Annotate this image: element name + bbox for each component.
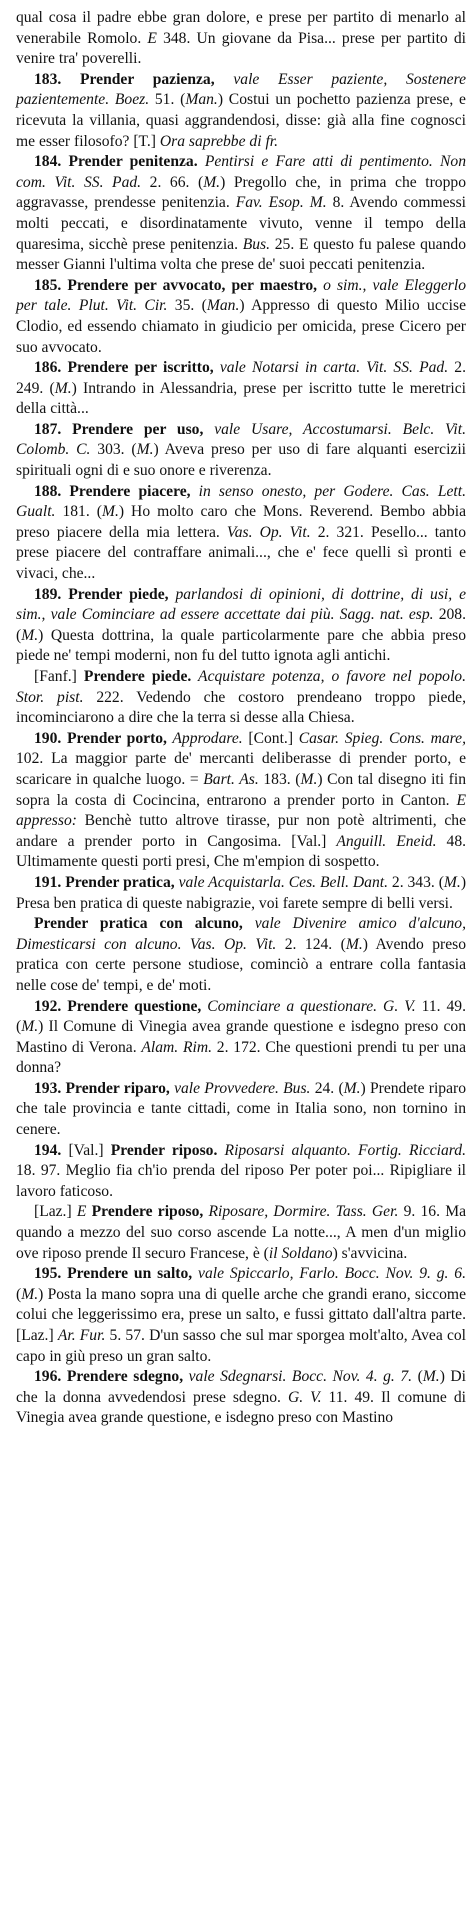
dictionary-entry: [16, 482, 466, 585]
entry-headword: 195. Prendere un salto,: [34, 1265, 193, 1283]
italic-text: parlandosi di opinioni, di dottrine, di usi, e sim., vale Cominciare ad essere accettate dai più. Sagg. nat. esp.: [16, 585, 466, 624]
italic-text: M.: [21, 626, 39, 644]
entry-text: ) Questa dottrina, la quale particolarmente pare che abbia preso piede ne' tempi moderni, non fu del tutto ignota agli antichi.: [16, 626, 466, 665]
dictionary-entry: [16, 1141, 466, 1203]
italic-text: M.: [54, 379, 72, 397]
entry-text: 222. Vedendo che costoro prendeano troppo piede, incominciarono a dire che la terra si desse alla Chiesa.: [16, 688, 466, 727]
entry-headword: 185. Prendere per avvocato, per maestro,: [34, 276, 318, 294]
entry-text: 102. La maggior parte de' mercanti deliberasse di prender porto, e scaricare in qualche luogo. =: [16, 750, 466, 788]
entry-text: 2. 124. (: [276, 935, 346, 953]
italic-text: vale Provvedere. Bus.: [169, 1079, 311, 1097]
entry-text: 2. 66. (: [141, 173, 204, 191]
entry-text: ) Aveva preso per uso di fare alquanti esercizii spirituali ogni di e suo onore e riverenza.: [16, 441, 466, 480]
entry-text: 18. 97. Meglio fia ch'io prenda del riposo Per poter poi... Ripigliare il lavoro faticoso.: [16, 1162, 466, 1200]
entry-text: 51. (: [149, 91, 186, 109]
italic-text: vale Usare, Accostumarsi. Belc. Vit. Colomb. C.: [16, 420, 466, 459]
dictionary-entry: [16, 667, 466, 729]
italic-text: M.: [21, 1285, 39, 1303]
entry-text: 48. Ultimamente questi porti presi, Che m'empion di sospetto.: [16, 832, 467, 871]
italic-text: Pentirsi e Fare atti di pentimento. Non com. Vit. SS. Pad.: [16, 153, 466, 191]
italic-text: vale Notarsi in carta. Vit. SS. Pad.: [213, 359, 449, 377]
entry-text: ) Di che la donna avvedendosi prese sdegno.: [16, 1368, 467, 1406]
entry-text: ) Prendete riparo che tale provincia e tante cittadi, come in Italia sono, non tornino in cenere.: [16, 1079, 467, 1139]
dictionary-entry: [16, 1367, 466, 1429]
italic-text: Bart. As.: [203, 770, 259, 788]
entry-text: ) Avendo preso pratica con certe persone studiose, cominciò a entrare colla fantasia nelle cose de' tempi, e de' moti.: [16, 935, 466, 994]
entry-text: ) Appresso di questo Milio uccise Clodio, ed essendo chiamato in giudicio per omicida, prese Cicero per suo avvocato.: [16, 297, 466, 356]
entry-text: 24. (: [310, 1079, 344, 1097]
entry-text: 208. (: [16, 606, 466, 644]
italic-text: Alam. Rim.: [141, 1038, 213, 1056]
italic-text: G. V.: [287, 1388, 322, 1406]
entry-text: ) s'avvicina.: [332, 1244, 408, 1262]
entry-text: 5. 57. D'un sasso che sul mar sporgea molt'alto, Avea col capo in giù preso un gran salto.: [16, 1327, 466, 1365]
italic-text: Ora saprebbe di fr.: [159, 132, 279, 150]
entry-text: (: [16, 1285, 22, 1303]
entry-text: ) Costui un pochetto pazienza prese, e ricevuta la villania, quasi aggrandendosi, disse: già alla fine cognosci me esser filosofo? [T.]: [16, 91, 466, 150]
entry-headword: 192. Prendere questione,: [34, 997, 202, 1015]
italic-text: Vas. Op. Vit.: [226, 523, 311, 541]
entry-text: 2. 172. Che questioni prendi tu per una donna?: [16, 1038, 466, 1077]
italic-text: Acquistare potenza, o favore nel popolo. Stor. pist.: [16, 668, 466, 706]
entry-headword: Prender pratica con alcuno,: [34, 915, 243, 933]
italic-text: M.: [443, 873, 461, 891]
italic-text: M.: [300, 770, 318, 788]
italic-text: M.: [345, 935, 363, 953]
italic-text: Cominciare a questionare. G. V.: [201, 997, 416, 1015]
entry-text: 11. 49. Il comune di Vinegia avea grande questione, e isdegno preso con Mastino: [16, 1388, 466, 1427]
italic-text: M.: [101, 503, 119, 521]
italic-text: o sim., vale Eleggerlo per tale. Plut. Vit. Cir.: [16, 276, 466, 315]
entry-headword: 186. Prendere per iscritto,: [34, 359, 214, 377]
entry-continuation: [16, 8, 466, 70]
italic-text: M.: [21, 1018, 39, 1036]
italic-text: in senso onesto, per Godere. Cas. Lett. Gualt.: [16, 482, 466, 521]
italic-text: E appresso:: [16, 791, 466, 830]
entry-headword: 183. Prender pazienza,: [34, 70, 215, 88]
entry-headword: 189. Prender piede,: [34, 585, 169, 603]
italic-text: vale Sdegnarsi. Bocc. Nov. 4. g. 7.: [183, 1368, 413, 1386]
italic-text: il Soldano: [268, 1244, 333, 1262]
entry-headword: 194.: [34, 1141, 62, 1159]
italic-text: vale Divenire amico d'alcuno, Dimesticarsi con alcuno. Vas. Op. Vit.: [16, 915, 467, 953]
entry-text: ) Il Comune di Vinegia avea grande questione e isdegno preso con Mastino di Verona.: [16, 1018, 466, 1056]
entry-text: [Fanf.]: [34, 668, 84, 685]
entry-text: [Val.]: [61, 1141, 111, 1159]
dictionary-entry: [16, 1202, 466, 1264]
dictionary-entry: [16, 1079, 466, 1141]
italic-text: Man.: [185, 91, 218, 109]
entry-headword: 193. Prender riparo,: [34, 1079, 170, 1097]
entry-headword: 188. Prendere piacere,: [34, 482, 191, 500]
dictionary-entry: [16, 1264, 466, 1367]
dictionary-entry: [16, 420, 466, 482]
entry-text: (: [412, 1368, 423, 1386]
entry-headword: 187. Prendere per uso,: [34, 420, 204, 438]
italic-text: E: [147, 29, 157, 47]
dictionary-entry: [16, 729, 466, 873]
italic-text: Riposare, Dormire. Tass. Ger.: [203, 1203, 399, 1221]
entry-text: qual cosa il padre ebbe gran dolore, e prese per partito di menarlo al venerabile Romolo.: [16, 9, 466, 47]
italic-text: vale Acquistarla. Ces. Bell. Dant.: [174, 873, 388, 891]
entry-text: [Laz.]: [34, 1203, 77, 1221]
entry-text: 303. (: [90, 441, 137, 459]
italic-text: vale Spiccarlo, Farlo. Bocc. Nov. 9. g. 6.: [192, 1265, 466, 1283]
entry-headword: 196. Prendere sdegno,: [34, 1368, 184, 1386]
italic-text: Anguill. Eneid.: [336, 832, 437, 850]
italic-text: M.: [136, 441, 154, 459]
entry-text: ) Intrando in Alessandria, prese per iscritto tutte le meretrici della città...: [16, 379, 466, 418]
dictionary-entry: [16, 873, 466, 914]
entry-text: 348. Un giovane da Pisa... prese per partito di venire tra' poverelli.: [16, 29, 466, 68]
italic-text: Ar. Fur.: [57, 1327, 106, 1344]
entry-headword: 190. Prender porto,: [34, 729, 167, 747]
dictionary-entry: [16, 585, 466, 667]
entry-headword: 184. Prender penitenza.: [34, 153, 198, 171]
italic-text: Riposarsi alquanto. Fortig. Ricciard.: [217, 1141, 466, 1159]
dictionary-entry: [16, 914, 466, 996]
italic-text: vale Esser paziente, Sostenere pazientemente. Boez.: [16, 70, 466, 109]
entry-text: [Cont.]: [242, 729, 299, 747]
italic-text: Approdare.: [166, 729, 243, 747]
entry-text: 11. 49. (: [16, 997, 466, 1036]
entry-headword: Prendere riposo,: [86, 1203, 204, 1221]
entry-text: 25. E questo fu palese quando messer Gianni l'ultima volta che prese de' suoi peccati penitenzia.: [16, 235, 466, 274]
dictionary-entry: [16, 276, 466, 358]
entry-text: 8. Avendo commessi molti peccati, e disordinatamente vivuto, venne il tempo della quaresima, sicchè prese penitenzia.: [16, 194, 466, 253]
italic-text: Man.: [206, 297, 240, 315]
italic-text: M.: [343, 1079, 361, 1097]
entry-text: 2. 249. (: [16, 359, 466, 397]
entry-headword: 191. Prender pratica,: [34, 873, 175, 891]
italic-text: Bus.: [242, 235, 271, 253]
entry-text: ) Presa ben pratica di queste nabigrazie, voi farete sempre di belli versi.: [16, 873, 467, 912]
entry-headword: Prendere piede.: [83, 668, 192, 685]
entry-text: Benchè tutto altrove tirasse, pur non potè altrimenti, che andare a prender porto in Cangosima. [Val.]: [16, 812, 466, 850]
entry-text: ) Posta la mano sopra una di quelle arche che grandi erano, siccome colui che leggerissimo era, prese un salto, e fussi gittato dall'altra parte. [Laz.]: [16, 1285, 466, 1344]
dictionary-entry: [16, 152, 466, 276]
dictionary-entry: [16, 358, 466, 420]
entry-text: 2. 321. Pesello... tanto prese piacere del contraffare animali..., che e' fece quelli sì pronti e vivaci, che...: [16, 523, 466, 583]
italic-text: E: [76, 1203, 87, 1221]
italic-text: M.: [422, 1368, 440, 1386]
italic-text: Casar. Spieg. Cons. mare,: [298, 729, 466, 747]
entry-text: 9. 16. Ma quando a mezzo del suo corso ascende La notte..., A men d'un miglio ove riposo prende Il securo Francese, è (: [16, 1203, 466, 1262]
entry-text: 181. (: [55, 503, 102, 521]
entry-text: ) Pregollo che, in prima che troppo aggravasse, prendesse penitenzia.: [16, 173, 466, 212]
entry-text: 183. (: [258, 770, 301, 788]
italic-text: Fav. Esop. M.: [235, 194, 327, 212]
entry-headword: Prender riposo.: [110, 1141, 218, 1159]
dictionary-entry: [16, 997, 466, 1079]
italic-text: M.: [203, 173, 221, 191]
dictionary-entry: [16, 70, 466, 152]
entry-text: 35. (: [167, 297, 207, 315]
entry-text: ) Ho molto caro che Mons. Reverend. Bembo abbia preso piacere della mia lettera.: [16, 503, 467, 541]
entry-text: ) Con tal disegno iti fin sopra la costa di Cocincina, entrarono a prender porto in Canton.: [16, 770, 467, 809]
entry-text: 2. 343. (: [387, 873, 444, 891]
